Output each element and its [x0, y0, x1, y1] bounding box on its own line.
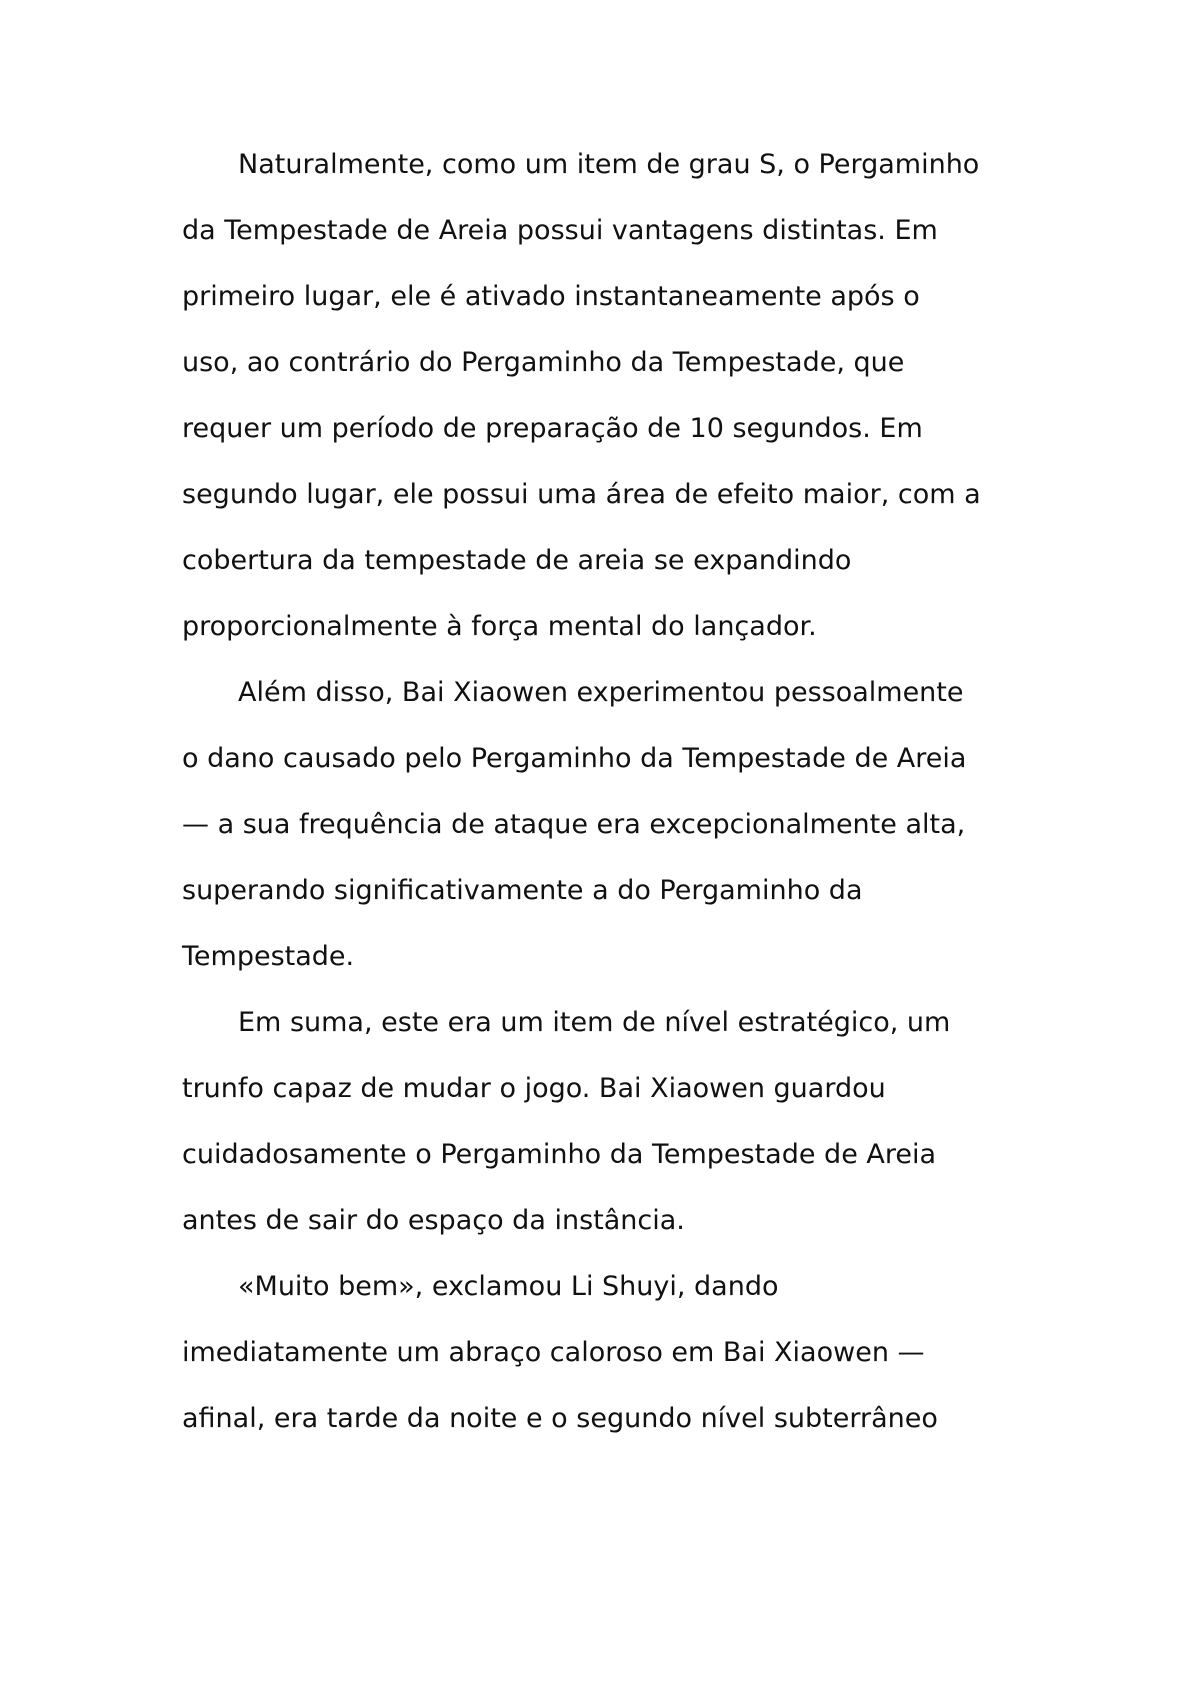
paragraph-2 [182, 660, 1042, 990]
text-line: Tempestade. [182, 941, 355, 972]
text-line: cobertura da tempestade de areia se expandindo [182, 545, 852, 576]
body-text [182, 132, 1042, 1452]
text-line: trunfo capaz de mudar o jogo. Bai Xiaowen guardou [182, 1073, 886, 1104]
text-line: proporcionalmente à força mental do lançador. [182, 611, 817, 642]
text-line: da Tempestade de Areia possui vantagens distintas. Em [182, 215, 938, 246]
text-line: «Muito bem», exclamou Li Shuyi, dando [238, 1271, 779, 1302]
text-line: — a sua frequência de ataque era excepcionalmente alta, [182, 809, 966, 840]
paragraph-3 [182, 990, 1042, 1254]
text-line: Além disso, Bai Xiaowen experimentou pessoalmente [238, 677, 964, 708]
paragraph-1 [182, 132, 1042, 660]
text-line: Naturalmente, como um item de grau S, o Pergaminho [238, 149, 980, 180]
text-line: imediatamente um abraço caloroso em Bai Xiaowen — [182, 1337, 925, 1368]
text-line: requer um período de preparação de 10 segundos. Em [182, 413, 923, 444]
text-line: afinal, era tarde da noite e o segundo nível subterrâneo [182, 1403, 938, 1434]
text-line: uso, ao contrário do Pergaminho da Tempestade, que [182, 347, 905, 378]
paragraph-4 [182, 1254, 1042, 1452]
text-line: primeiro lugar, ele é ativado instantaneamente após o [182, 281, 920, 312]
text-line: Em suma, este era um item de nível estratégico, um [238, 1007, 951, 1038]
text-line: superando significativamente a do Pergaminho da [182, 875, 863, 906]
text-line: segundo lugar, ele possui uma área de efeito maior, com a [182, 479, 981, 510]
text-line: antes de sair do espaço da instância. [182, 1205, 685, 1236]
text-line: o dano causado pelo Pergaminho da Tempestade de Areia [182, 743, 967, 774]
text-line: cuidadosamente o Pergaminho da Tempestade de Areia [182, 1139, 937, 1170]
